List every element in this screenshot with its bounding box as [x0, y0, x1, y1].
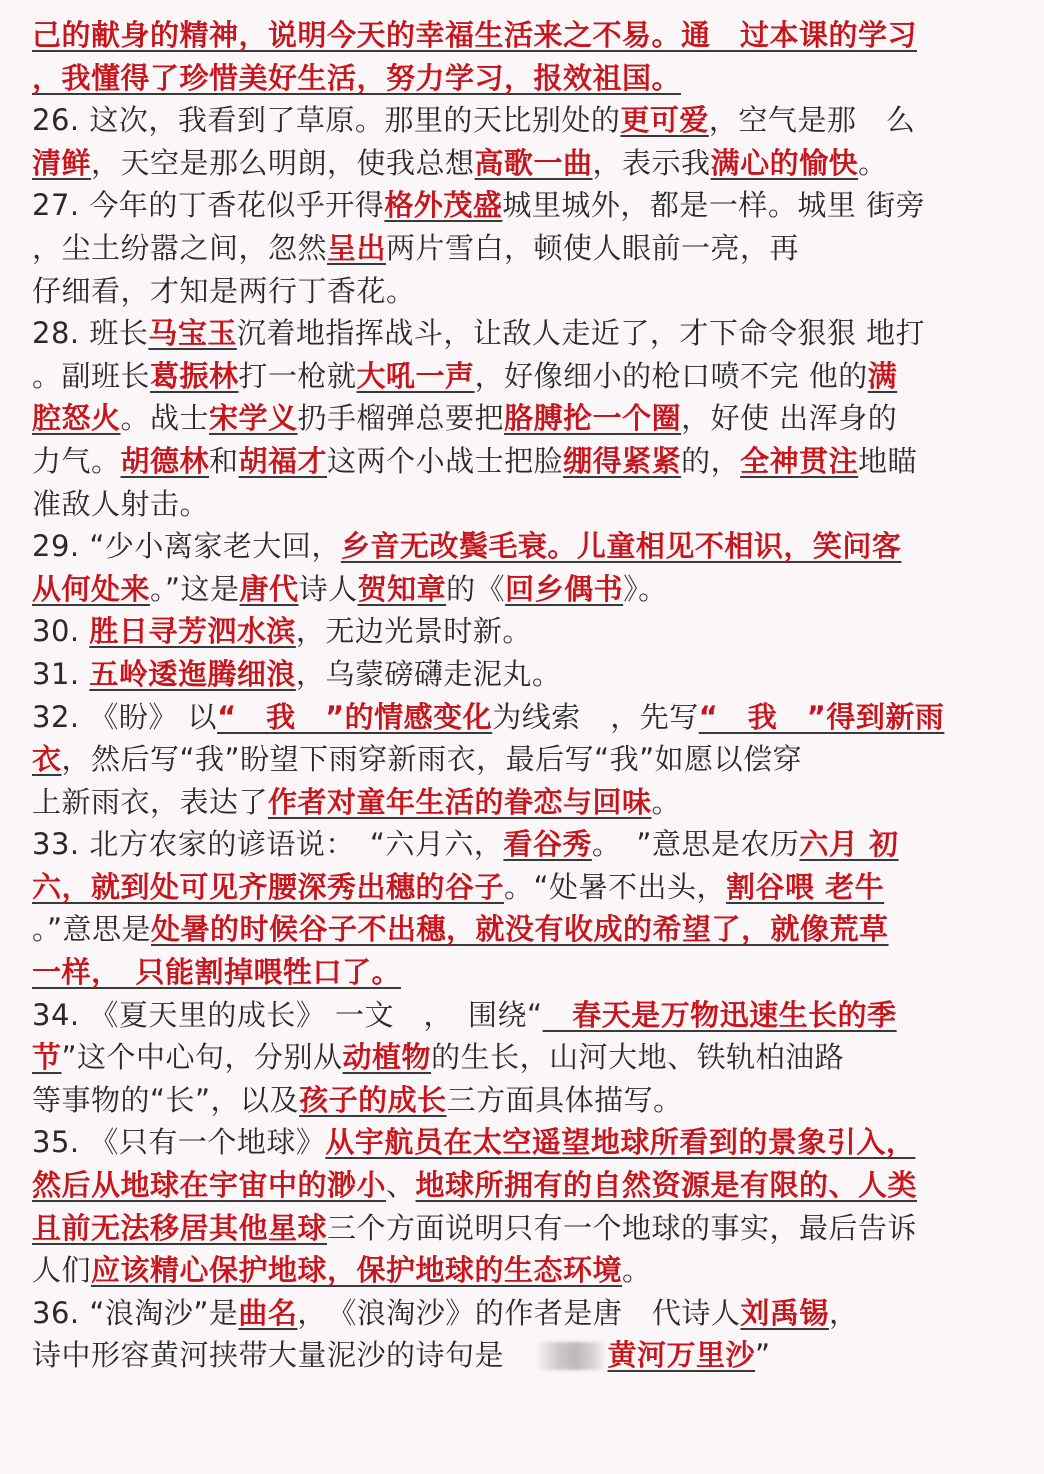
- question-text: 。: [651, 784, 682, 819]
- answer-text: 衣: [32, 742, 62, 777]
- question-text: 准敌人射击。: [32, 486, 210, 521]
- answer-text: 作者对童年生活的眷恋与回味: [268, 784, 652, 819]
- text-line: [32, 270, 1020, 313]
- answer-text: 节: [32, 1040, 62, 1075]
- text-line: [32, 312, 1020, 355]
- question-text: 35. 《只有一个地球》: [32, 1125, 326, 1160]
- answer-text: 且前无法移居其他星球: [32, 1210, 328, 1245]
- answer-text: “ 我 ”得到新雨: [698, 699, 945, 734]
- question-text: 。战士: [120, 401, 210, 436]
- answer-text: 满: [867, 358, 898, 393]
- text-line: [32, 227, 1020, 270]
- text-line: [32, 610, 1020, 653]
- question-text: 。副班长: [32, 358, 151, 393]
- text-line: [32, 355, 1020, 398]
- question-text: 。 ”意思是农历: [591, 827, 800, 862]
- answer-text: “ 我 ”的情感变化: [217, 699, 493, 734]
- answer-text: 全神贯注: [740, 443, 859, 478]
- answer-text: 马宝玉: [148, 316, 237, 351]
- answer-text: 乡音无改鬓毛衰。儿童相见不相识，笑问客: [340, 529, 902, 564]
- answer-text: 高歌一曲: [474, 145, 593, 180]
- question-text: 28. 班长: [32, 316, 149, 351]
- question-text: 31.: [32, 656, 90, 691]
- text-line: [32, 397, 1020, 440]
- question-text: 扔手榴弹总要把: [297, 401, 505, 436]
- question-text: 三个方面说明只有一个地球的事实，最后告诉: [327, 1210, 918, 1245]
- answer-text: 曲名: [238, 1295, 298, 1330]
- question-text: ，然后写“我”盼望下雨穿新雨衣，最后写“我”如愿以偿穿: [61, 742, 803, 777]
- text-line: [32, 568, 1020, 611]
- text-line: [32, 440, 1020, 483]
- question-text: ，无边光景时新。: [295, 614, 532, 649]
- question-text: ”: [755, 1338, 771, 1373]
- question-text: ，天空是那么明朗，使我总想: [91, 145, 475, 180]
- question-text: 沉着地指挥战斗，让敌人走近了，才下命令狠狠 地打: [236, 316, 926, 351]
- question-text: 两片雪白，顿使人眼前一亮，再: [386, 230, 800, 265]
- question-text: 27. 今年的丁香花似乎开得: [32, 188, 385, 223]
- answer-text: 格外茂盛: [384, 188, 503, 223]
- text-line: [32, 866, 1020, 909]
- question-text: 诗中形容黄河挟带大量泥沙的诗句是: [32, 1338, 534, 1373]
- text-line: [32, 781, 1020, 824]
- question-text: 地瞄: [858, 443, 918, 478]
- answer-text: 宋学义: [209, 401, 298, 436]
- text-line: [32, 1207, 1020, 1250]
- question-text: 。”这是: [150, 571, 240, 606]
- text-line: [32, 1292, 1020, 1335]
- answer-text: 绷得紧紧: [563, 443, 682, 478]
- text-line: [32, 823, 1020, 866]
- question-text: 仔细看，才知是两行丁香花。: [32, 273, 416, 308]
- answer-text: 六，就到处可见齐腰深秀出穗的谷子: [32, 869, 505, 904]
- answer-text: 大吼一声: [356, 358, 475, 393]
- text-line: [32, 738, 1020, 781]
- answer-text: 腔怒火: [32, 401, 121, 436]
- answer-text: 孩子的成长: [299, 1082, 447, 1117]
- answer-text: 地球所拥有的自然资源是有限的、人类: [415, 1168, 918, 1203]
- text-line: [32, 1121, 1020, 1164]
- text-line: [32, 142, 1020, 185]
- question-text: 和: [209, 443, 239, 478]
- answer-text: 胡福才: [238, 443, 328, 478]
- question-text: 诗人: [298, 571, 358, 606]
- question-text: 30.: [32, 614, 90, 649]
- blurred-redaction: [536, 1342, 606, 1370]
- answer-text: 黄河万里沙: [607, 1338, 756, 1373]
- answer-text: 唐代: [239, 571, 299, 606]
- question-text: ，好像细小的枪口喷不完 他的: [474, 358, 868, 393]
- text-line: [32, 951, 1020, 994]
- answer-text: 六月 初: [799, 827, 899, 862]
- text-line: [32, 525, 1020, 568]
- answer-text: 更可爱: [620, 103, 709, 138]
- answer-text: ，我懂得了珍惜美好生活，努力学习，报效祖国。: [32, 60, 682, 95]
- question-text: ，乌蒙磅礴走泥丸。: [295, 656, 562, 691]
- question-text: 上新雨衣，表达了: [32, 784, 269, 819]
- text-line: [32, 57, 1020, 100]
- answer-text: 葛振林: [150, 358, 239, 393]
- question-text: 三方面具体描写。: [446, 1082, 683, 1117]
- answer-text: 呈出: [327, 230, 387, 265]
- answer-text: 贺知章: [357, 571, 447, 606]
- text-line: [32, 1079, 1020, 1122]
- question-text: ，空气是那 么: [708, 103, 916, 138]
- question-text: 34. 《夏天里的成长》 一文 ， 围绕“: [32, 997, 543, 1032]
- question-text: 的，: [681, 443, 741, 478]
- question-text: 为线索 ，先写: [492, 699, 699, 734]
- question-text: 、: [386, 1168, 416, 1203]
- question-text: ，表示我: [592, 145, 711, 180]
- answer-text: 看谷秀: [503, 827, 592, 862]
- text-line: [32, 696, 1020, 739]
- answer-text: 处暑的时候谷子不出穗，就没有收成的希望了，就像荒草: [151, 912, 889, 947]
- answer-text: 满心的愉快: [710, 145, 859, 180]
- answer-text: 割谷喂 老牛: [726, 869, 885, 904]
- answer-text: 刘禹锡: [740, 1295, 829, 1330]
- question-text: 33. 北方农家的谚语说： “六月六，: [32, 827, 504, 862]
- text-line: [32, 14, 1020, 57]
- text-line: [32, 184, 1020, 227]
- question-text: 》。: [623, 571, 668, 606]
- question-text: ，: [828, 1295, 859, 1330]
- answer-text: 动植物: [342, 1040, 432, 1075]
- answer-text: 胜日寻芳泗水滨: [89, 614, 296, 649]
- answer-text: 胡德林: [120, 443, 210, 478]
- question-text: 32. 《盼》 以: [32, 699, 218, 734]
- question-text: 打一枪就: [238, 358, 357, 393]
- question-text: 。: [858, 145, 888, 180]
- answer-text: 应该精心保护地球，保护地球的生态环境: [91, 1253, 623, 1288]
- answer-text: 然后从地球在宇宙中的渺小: [32, 1168, 387, 1203]
- question-text: ，好使 出浑身的: [681, 401, 898, 436]
- question-text: 36. “浪淘沙”是: [32, 1295, 239, 1330]
- answer-text: 从何处来: [32, 571, 151, 606]
- answer-text: 清鲜: [32, 145, 92, 180]
- answer-text: 从宇航员在太空遥望地球所看到的景象引入，: [325, 1125, 916, 1160]
- question-text: 29. “少小离家老大回，: [32, 529, 341, 564]
- text-line: [32, 653, 1020, 696]
- answer-text: 胳膊抡一个圈: [504, 401, 682, 436]
- text-line: [32, 483, 1020, 526]
- question-text: 的《: [446, 571, 506, 606]
- question-text: 这两个小战士把脸: [327, 443, 564, 478]
- answer-text: 五岭逶迤腾细浪: [89, 656, 296, 691]
- text-line: [32, 908, 1020, 951]
- question-text: 力气。: [32, 443, 121, 478]
- question-text: ，尘土纷嚣之间，忽然: [32, 230, 328, 265]
- question-text: 的生长，山河大地、铁轨柏油路: [431, 1040, 845, 1075]
- question-text: 。“处暑不出头，: [504, 869, 727, 904]
- question-text: 城里城外，都是一样。城里 街旁: [502, 188, 926, 223]
- text-line: [32, 1249, 1020, 1292]
- text-line: [32, 994, 1020, 1037]
- answer-text: 春天是万物迅速生长的季: [542, 997, 897, 1032]
- text-line: [32, 1164, 1020, 1207]
- question-text: ， 《浪淘沙》的作者是唐 代诗人: [297, 1295, 741, 1330]
- question-text: 人们: [32, 1253, 92, 1288]
- answer-text: 己的献身的精神，说明今天的幸福生活来之不易。通 过本课的学习: [32, 18, 918, 52]
- text-line: [32, 1334, 1020, 1377]
- answer-text: 回乡偶书: [505, 571, 624, 606]
- question-text: 26. 这次，我看到了草原。那里的天比别处的: [32, 103, 621, 138]
- text-line: [32, 99, 1020, 142]
- question-text: 等事物的“长”，以及: [32, 1082, 300, 1117]
- answer-text: 一样， 只能割掉喂牲口了。: [32, 955, 402, 990]
- question-text: ”这个中心句，分别从: [61, 1040, 343, 1075]
- question-text: 。: [622, 1253, 652, 1288]
- text-line: [32, 1036, 1020, 1079]
- question-text: 。”意思是: [32, 912, 152, 947]
